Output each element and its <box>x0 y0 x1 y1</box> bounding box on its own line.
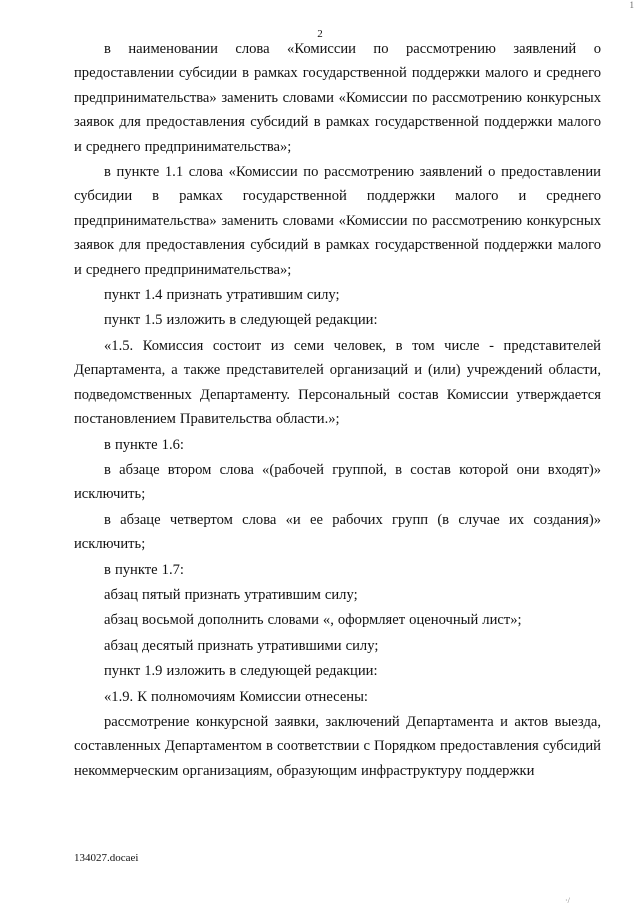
footer-filename: 134027.docaei <box>74 852 139 864</box>
paragraph-3: пункт 1.4 признать утратившим силу; <box>104 287 340 304</box>
corner-mark: 1 <box>629 0 634 10</box>
paragraph-15: рассмотрение конкурсной заявки, заключений Департамента и актов выезда, составленных Департаментом в соответствии с Порядком предоставления субсидий некоммерческим организациям, образующим инфраструктуру поддержки <box>74 713 601 779</box>
paragraph-6: в пункте 1.6: <box>104 436 184 453</box>
footer-mark: ·/ <box>565 896 570 905</box>
paragraph-8: в абзаце четвертом слова «и ее рабочих групп (в случае их создания)» исключить; <box>74 511 601 553</box>
paragraph-4: пункт 1.5 изложить в следующей редакции: <box>104 312 378 329</box>
paragraph-5: «1.5. Комиссия состоит из семи человек, в том числе - представителей Департамента, а также представителей организаций и (или) учреждений области, подведомственных Департаменту. Персональный состав Комиссии утверждается постановлением Правительства области.»; <box>74 337 601 428</box>
paragraph-7: в абзаце втором слова «(рабочей группой, в состав которой они входят)» исключить; <box>74 461 601 503</box>
paragraph-12: абзац десятый признать утратившими силу; <box>104 637 379 654</box>
paragraph-13: пункт 1.9 изложить в следующей редакции: <box>104 663 378 680</box>
document-body <box>74 37 601 783</box>
paragraph-9: в пункте 1.7: <box>104 561 184 578</box>
paragraph-11: абзац восьмой дополнить словами «, оформляет оценочный лист»; <box>104 612 522 629</box>
paragraph-2: в пункте 1.1 слова «Комиссии по рассмотрению заявлений о предоставлении субсидии в рамках государственной поддержки малого и среднего предпринимательства» заменить словами «Комиссии по рассмотрению конкурсных заявок для предоставления субсидий в рамках государственной поддержки малого и среднего предпринимательства»; <box>74 164 601 278</box>
paragraph-1: в наименовании слова «Комиссии по рассмотрению заявлений о предоставлении субсидии в рамках государственной поддержки малого и среднего предпринимательства» заменить словами «Комиссии по рассмотрению конкурсных заявок для предоставления субсидий в рамках государственной поддержки малого и среднего предпринимательства»; <box>74 41 601 155</box>
paragraph-10: абзац пятый признать утратившим силу; <box>104 586 358 603</box>
paragraph-14: «1.9. К полномочиям Комиссии отнесены: <box>104 688 368 705</box>
page-number: 2 <box>317 28 323 40</box>
